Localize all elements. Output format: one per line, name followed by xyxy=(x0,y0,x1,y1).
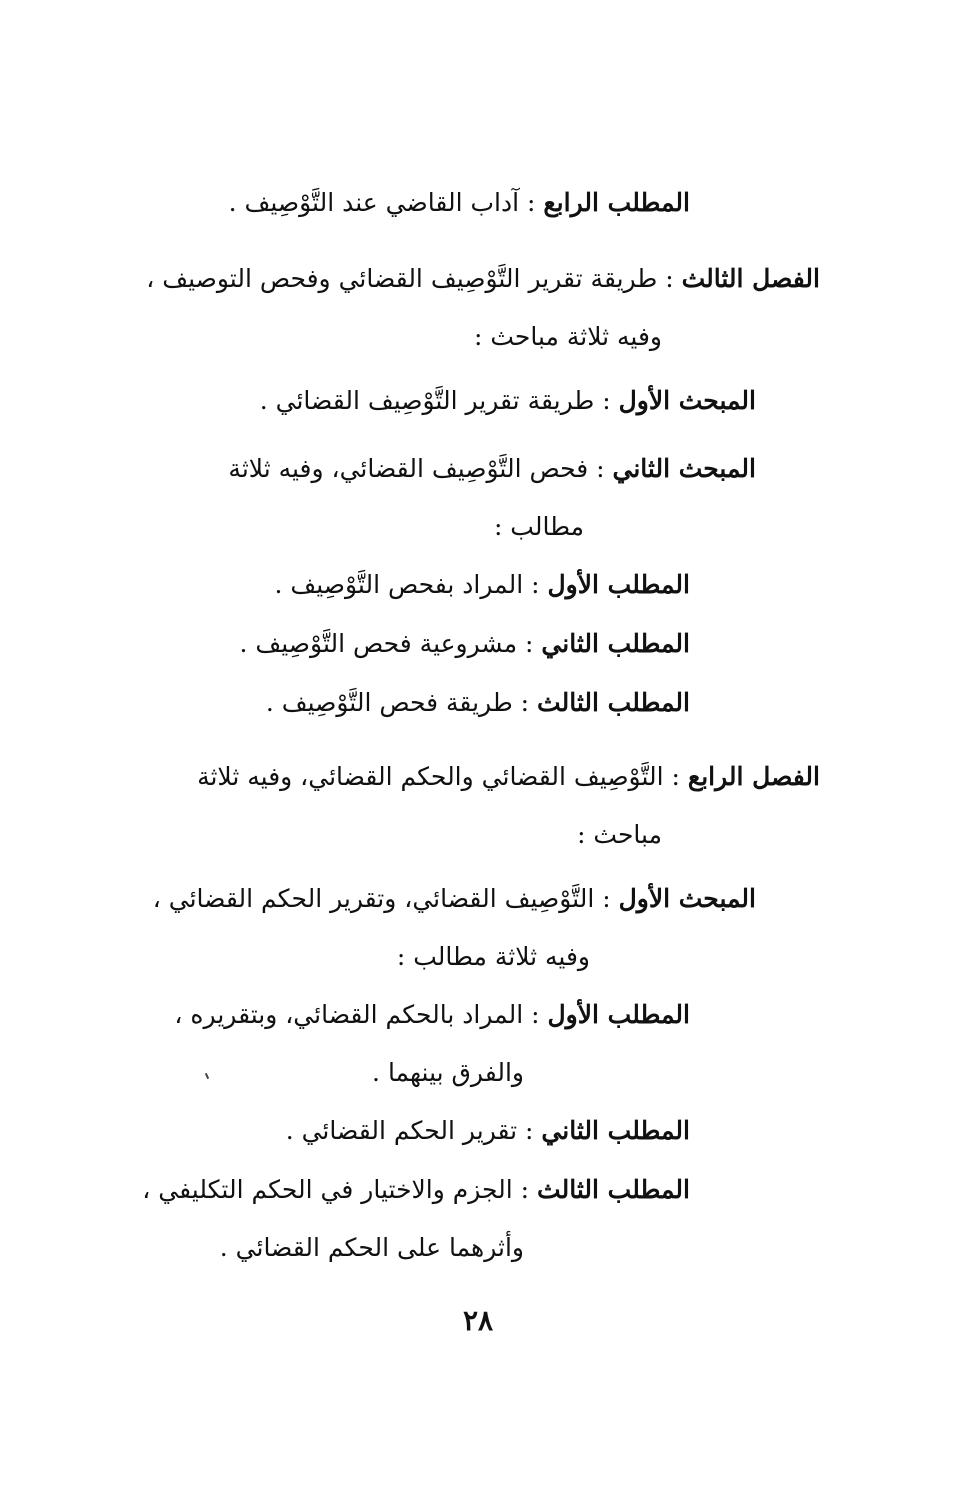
toc-entry-continuation xyxy=(372,1044,524,1102)
entry-heading: المطلب الرابع xyxy=(543,188,690,217)
entry-title: الجزم والاختيار في الحكم التكليفي ، xyxy=(142,1175,513,1204)
toc-entry-continuation xyxy=(577,806,662,864)
entry-continuation: وفيه ثلاثة مباحث : xyxy=(473,322,662,351)
entry-title: التَّوْصِيف القضائي، وتقرير الحكم القضائي ، xyxy=(152,884,595,913)
entry-continuation: مباحث : xyxy=(577,820,662,849)
entry-title: مشروعية فحص التَّوْصِيف . xyxy=(239,629,518,658)
toc-entry xyxy=(142,1161,690,1219)
entry-title: طريقة تقرير التَّوْصِيف القضائي وفحص التوصيف ، xyxy=(146,264,658,293)
entry-heading: المطلب الأول xyxy=(547,1000,690,1029)
toc-entry-continuation xyxy=(474,308,662,366)
toc-entry xyxy=(146,250,820,308)
entry-heading: المطلب الأول xyxy=(547,570,690,599)
toc-entry xyxy=(174,986,690,1044)
entry-title: المراد بفحص التَّوْصِيف . xyxy=(274,570,524,599)
scan-speck xyxy=(205,1073,209,1079)
entry-separator: : xyxy=(523,1000,548,1029)
entry-continuation: والفرق بينهما . xyxy=(372,1058,524,1087)
entry-separator: : xyxy=(588,454,613,483)
entry-heading: الفصل الرابع xyxy=(687,762,820,791)
entry-separator: : xyxy=(523,570,548,599)
toc-entry-continuation xyxy=(220,1219,524,1277)
entry-title: التَّوْصِيف القضائي والحكم القضائي، وفيه ثلاثة xyxy=(197,762,664,791)
entry-heading: المطلب الثالث xyxy=(537,1175,690,1204)
entry-title: آداب القاضي عند التَّوْصِيف . xyxy=(228,188,520,217)
entry-separator: : xyxy=(517,629,542,658)
toc-entry xyxy=(286,1102,690,1160)
entry-title: طريقة تقرير التَّوْصِيف القضائي . xyxy=(259,386,595,415)
entry-separator: : xyxy=(657,264,682,293)
toc-entry-continuation xyxy=(397,928,590,986)
toc-entry xyxy=(228,440,756,498)
entry-heading: المطلب الثاني xyxy=(541,629,690,658)
entry-heading: المطلب الثاني xyxy=(541,1116,690,1145)
toc-entry xyxy=(266,674,690,732)
entry-separator: : xyxy=(512,688,538,717)
entry-continuation: مطالب : xyxy=(493,512,584,541)
toc-entry xyxy=(229,174,690,232)
entry-title: فحص التَّوْصِيف القضائي، وفيه ثلاثة xyxy=(228,454,589,483)
entry-continuation: وفيه ثلاثة مطالب : xyxy=(396,942,590,971)
entry-separator: : xyxy=(512,1175,538,1204)
entry-separator: : xyxy=(594,386,619,415)
entry-heading: المبحث الثاني xyxy=(612,454,756,483)
entry-separator: : xyxy=(517,1116,542,1145)
entry-title: طريقة فحص التَّوْصِيف . xyxy=(265,688,513,717)
entry-separator: : xyxy=(594,884,619,913)
entry-heading: الفصل الثالث xyxy=(681,264,820,293)
entry-title: المراد بالحكم القضائي، وبتقريره ، xyxy=(174,1000,524,1029)
entry-separator: : xyxy=(663,762,688,791)
toc-entry xyxy=(260,372,756,430)
entry-heading: المطلب الثالث xyxy=(537,688,690,717)
toc-entry xyxy=(197,748,820,806)
page-number: ٢٨ xyxy=(462,1304,494,1337)
entry-continuation: وأثرهما على الحكم القضائي . xyxy=(219,1233,524,1262)
toc-entry xyxy=(274,556,690,614)
entry-separator: : xyxy=(519,188,544,217)
entry-heading: المبحث الأول xyxy=(618,386,756,415)
toc-entry xyxy=(239,615,690,673)
toc-entry-continuation xyxy=(494,498,584,556)
entry-title: تقرير الحكم القضائي . xyxy=(285,1116,518,1145)
toc-entry xyxy=(153,870,756,928)
entry-heading: المبحث الأول xyxy=(618,884,756,913)
